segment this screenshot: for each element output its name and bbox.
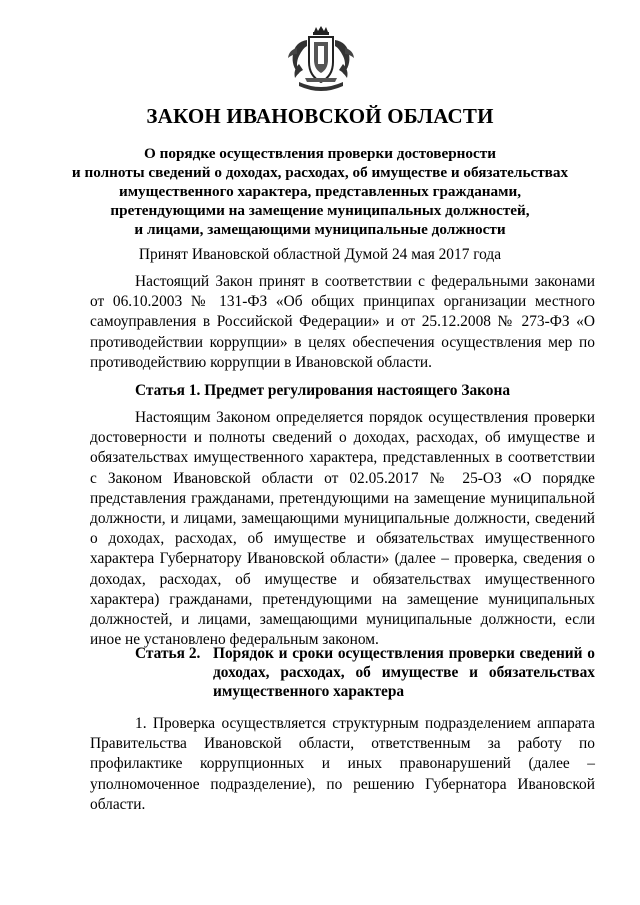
adoption-note: Принят Ивановской областной Думой 24 мая 2017 года: [138, 246, 502, 263]
law-subject: [60, 144, 580, 239]
article-2-paragraph-1: 1. Проверка осуществляется структурным подразделением аппарата Правительства Ивановской области, ответственным за работу по профилактике коррупционных и иных правонарушений (далее – уполномоченное подразделение), по решению Губернатора Ивановской области.: [90, 715, 595, 813]
law-subject-line: и полноты сведений о доходах, расходах, об имуществе и обязательствах: [71, 164, 569, 181]
law-title: ЗАКОН ИВАНОВСКОЙ ОБЛАСТИ: [146, 104, 494, 128]
article-2-title: Порядок и сроки осуществления проверки сведений о доходах, расходах, об имуществе и обязательствах имущественного характера: [213, 645, 595, 700]
coat-of-arms-emblem-icon: [285, 24, 357, 96]
law-subject-line: имущественного характера, представленных гражданами,: [118, 183, 522, 200]
law-subject-line: претендующими на замещение муниципальных должностей,: [110, 202, 530, 219]
article-2-number: Статья 2.: [135, 645, 201, 662]
law-subject-line: О порядке осуществления проверки достоверности: [144, 145, 496, 162]
article-1-paragraph: Настоящим Законом определяется порядок осуществления проверки достоверности и полноты сведений о доходах, расходах, об имуществе и обязательствах имущественного характера, представленных в соответствии с Законом Ивановской области от 02.05.2017 № 25-ОЗ «О порядке представления гражданами, претендующими на замещение муниципальной должности, и лицами, замещающими муниципальные должности, сведений о доходах, расходах, об имуществе и обязательствах имущественного характера Губернатору Ивановской области» (далее – проверка, сведения о доходах, расходах, об имуществе и обязательствах имущественного характера) гражданами, претендующими на замещение муниципальных должностей, и лицами, замещающими муниципальные должности, если иное не установлено федеральным законом.: [90, 409, 595, 649]
article-1-heading: Статья 1. Предмет регулирования настоящего Закона: [135, 382, 511, 399]
law-subject-line: и лицами, замещающими муниципальные должности: [134, 221, 506, 238]
intro-paragraph: Настоящий Закон принят в соответствии с федеральными законами от 06.10.2003 № 131-ФЗ «Об общих принципах организации местного самоуправления в Российской Федерации» и от 25.12.2008 № 273-ФЗ «О противодействии коррупции» в целях обеспечения осуществления мер по противодействию коррупции в Ивановской области.: [90, 273, 595, 371]
